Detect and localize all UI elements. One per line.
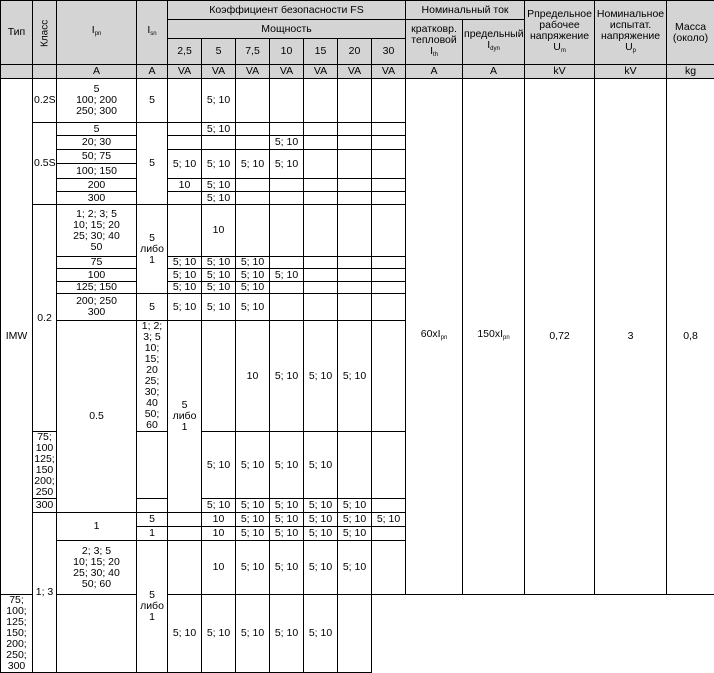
fs-cell: 10 bbox=[168, 179, 202, 192]
ith-value-subscript: pn bbox=[441, 335, 448, 341]
unit-cell: A bbox=[463, 65, 525, 79]
unit-cell: VA bbox=[338, 65, 372, 79]
fs-cell bbox=[338, 205, 372, 257]
idyn-value-subscript: pn bbox=[503, 335, 510, 341]
isn-cell: 5 либо 1 bbox=[137, 541, 168, 673]
fs-cell: 5; 10 bbox=[202, 294, 236, 321]
fs-cell: 5; 10 bbox=[168, 257, 202, 269]
fs-level-header: 10 bbox=[270, 39, 304, 65]
fs-cell bbox=[372, 269, 406, 282]
unit-cell: VA bbox=[202, 65, 236, 79]
unit-cell-blank bbox=[1, 65, 33, 79]
fs-level-header: 5 bbox=[202, 39, 236, 65]
fs-cell: 5; 10 bbox=[236, 499, 270, 513]
fs-cell bbox=[168, 527, 202, 541]
fs-cell bbox=[338, 595, 372, 673]
fs-cell bbox=[304, 294, 338, 321]
unit-cell: VA bbox=[304, 65, 338, 79]
fs-cell: 5; 10 bbox=[304, 321, 338, 432]
fs-cell bbox=[270, 79, 304, 123]
table-row bbox=[1, 595, 714, 673]
class-cell: 0.2S bbox=[33, 79, 57, 123]
fs-cell bbox=[304, 79, 338, 123]
fs-cell bbox=[270, 282, 304, 294]
fs-cell: 10 bbox=[202, 205, 236, 257]
fs-level-header: 30 bbox=[372, 39, 406, 65]
unit-cell: A bbox=[57, 65, 137, 79]
fs-cell bbox=[304, 205, 338, 257]
fs-cell: 5; 10 bbox=[202, 432, 236, 499]
ith-cell bbox=[406, 79, 463, 595]
fs-cell bbox=[338, 136, 372, 150]
fs-cell: 10 bbox=[202, 513, 236, 527]
fs-cell: 5; 10 bbox=[338, 527, 372, 541]
ipn-cell: 300 bbox=[57, 192, 137, 205]
idyn-cell bbox=[463, 79, 525, 595]
unit-cell-blank bbox=[33, 65, 57, 79]
fs-cell bbox=[304, 192, 338, 205]
fs-cell: 5; 10 bbox=[168, 294, 202, 321]
fs-cell bbox=[372, 79, 406, 123]
fs-cell bbox=[372, 136, 406, 150]
isn-cell: 5 либо 1 bbox=[137, 205, 168, 294]
fs-cell bbox=[236, 136, 270, 150]
ith-value: 60xI bbox=[421, 328, 441, 340]
fs-cell: 5; 10 bbox=[168, 595, 202, 673]
ipn-cell: 2; 3; 5 10; 15; 20 25; 30; 40 50; 60 bbox=[57, 541, 137, 595]
fs-cell bbox=[338, 269, 372, 282]
ipn-subscript: pn bbox=[95, 31, 102, 37]
header-row-1 bbox=[1, 1, 714, 20]
fs-level-header: 20 bbox=[338, 39, 372, 65]
ith-symbol: I bbox=[430, 45, 433, 57]
unit-cell: kg bbox=[667, 65, 714, 79]
fs-cell bbox=[372, 205, 406, 257]
um-cell: 0,72 bbox=[525, 79, 595, 595]
isn-cell: 5 либо 1 bbox=[168, 321, 202, 513]
fs-title-header: Коэффициент безопасности FS bbox=[168, 1, 406, 20]
fs-cell: 5; 10 bbox=[304, 595, 338, 673]
idyn-label: предельный bbox=[464, 28, 524, 40]
col-idyn-header bbox=[463, 20, 525, 65]
fs-cell: 5; 10 bbox=[202, 282, 236, 294]
units-row bbox=[1, 65, 714, 79]
fs-cell bbox=[372, 123, 406, 136]
ipn-cell: 5 bbox=[57, 123, 137, 136]
ipn-cell: 300 bbox=[33, 499, 57, 513]
fs-level-header: 15 bbox=[304, 39, 338, 65]
fs-cell bbox=[372, 192, 406, 205]
fs-cell: 5; 10 bbox=[338, 513, 372, 527]
unit-cell: VA bbox=[168, 65, 202, 79]
fs-cell bbox=[338, 79, 372, 123]
up-label: Номинальное испытат. напряжение bbox=[597, 8, 664, 42]
fs-cell bbox=[168, 192, 202, 205]
fs-cell bbox=[372, 282, 406, 294]
fs-cell bbox=[168, 541, 202, 595]
idyn-symbol: I bbox=[487, 39, 490, 51]
fs-cell: 5; 10 bbox=[202, 257, 236, 269]
fs-cell bbox=[304, 269, 338, 282]
fs-cell bbox=[168, 513, 202, 527]
fs-cell: 5; 10 bbox=[236, 282, 270, 294]
fs-cell bbox=[372, 499, 406, 513]
ipn-cell: 1; 2; 3; 5 10; 15; 20 25; 30; 40 50 bbox=[57, 205, 137, 257]
isn-cell: 5 bbox=[137, 123, 168, 205]
fs-cell: 5; 10 bbox=[236, 595, 270, 673]
fs-cell bbox=[338, 432, 372, 499]
fs-cell: 5; 10 bbox=[236, 432, 270, 499]
up-subscript: p bbox=[633, 48, 636, 54]
fs-cell bbox=[236, 179, 270, 192]
fs-cell bbox=[304, 123, 338, 136]
fs-cell bbox=[372, 432, 406, 499]
isn-symbol: I bbox=[147, 24, 150, 36]
ipn-cell: 200; 250 300 bbox=[57, 294, 137, 321]
fs-cell bbox=[338, 192, 372, 205]
ipn-cell: 75; 100; 125; 150; 200; 250; 300 bbox=[1, 595, 33, 673]
fs-cell: 5; 10 bbox=[304, 499, 338, 513]
fs-cell: 5; 10 bbox=[202, 595, 236, 673]
ipn-cell: 50; 75 bbox=[57, 150, 137, 164]
up-symbol: U bbox=[625, 41, 633, 53]
um-symbol: U bbox=[553, 41, 561, 53]
fs-cell bbox=[304, 179, 338, 192]
ipn-cell: 20; 30 bbox=[57, 136, 137, 150]
fs-cell: 5; 10 bbox=[372, 513, 406, 527]
ipn-cell: 125; 150 bbox=[57, 282, 137, 294]
fs-cell bbox=[372, 257, 406, 269]
fs-cell bbox=[304, 136, 338, 150]
fs-cell bbox=[270, 123, 304, 136]
fs-cell bbox=[270, 294, 304, 321]
fs-cell bbox=[338, 150, 372, 179]
unit-cell: A bbox=[137, 65, 168, 79]
fs-cell: 5; 10 bbox=[236, 269, 270, 282]
fs-cell: 5; 10 bbox=[168, 269, 202, 282]
fs-cell: 5; 10 bbox=[202, 192, 236, 205]
fs-cell: 10 bbox=[236, 321, 270, 432]
class-header-label: Класс bbox=[39, 19, 50, 46]
fs-cell bbox=[338, 282, 372, 294]
col-mass-header: Масса (около) bbox=[667, 1, 714, 65]
ipn-cell: 1 bbox=[57, 513, 137, 541]
ipn-cell: 200 bbox=[57, 179, 137, 192]
power-header: Мощность bbox=[168, 20, 406, 39]
fs-cell bbox=[372, 321, 406, 432]
fs-cell: 5; 10 bbox=[202, 499, 236, 513]
fs-cell bbox=[372, 150, 406, 179]
ipn-cell: 75 bbox=[57, 257, 137, 269]
ipn-symbol: I bbox=[92, 24, 95, 36]
fs-cell: 5; 10 bbox=[202, 123, 236, 136]
um-subscript: m bbox=[561, 48, 566, 54]
fs-cell: 5; 10 bbox=[236, 150, 270, 179]
fs-cell: 5; 10 bbox=[270, 499, 304, 513]
fs-cell bbox=[236, 192, 270, 205]
fs-cell: 5; 10 bbox=[304, 513, 338, 527]
nominal-current-header: Номинальный ток bbox=[406, 1, 525, 20]
unit-cell: kV bbox=[595, 65, 667, 79]
col-isn-header bbox=[137, 1, 168, 65]
type-cell: IMW bbox=[1, 79, 33, 595]
fs-cell: 5; 10 bbox=[270, 269, 304, 282]
fs-cell bbox=[304, 150, 338, 179]
fs-cell bbox=[270, 192, 304, 205]
fs-level-header: 7,5 bbox=[236, 39, 270, 65]
fs-cell: 5; 10 bbox=[304, 432, 338, 499]
fs-cell: 5; 10 bbox=[202, 269, 236, 282]
unit-cell: VA bbox=[236, 65, 270, 79]
col-type-header: Тип bbox=[1, 1, 33, 65]
ipn-cell: 100; 150 bbox=[57, 164, 137, 179]
col-up-header bbox=[595, 1, 667, 65]
unit-cell: VA bbox=[372, 65, 406, 79]
fs-cell: 5; 10 bbox=[270, 595, 304, 673]
fs-cell bbox=[202, 321, 236, 432]
unit-cell: kV bbox=[525, 65, 595, 79]
fs-cell bbox=[372, 541, 406, 595]
fs-cell: 5; 10 bbox=[338, 321, 372, 432]
fs-cell bbox=[168, 123, 202, 136]
fs-cell: 5; 10 bbox=[236, 294, 270, 321]
fs-cell bbox=[304, 257, 338, 269]
idyn-value: 150xI bbox=[477, 328, 503, 340]
fs-cell bbox=[270, 257, 304, 269]
fs-cell: 5; 10 bbox=[304, 527, 338, 541]
fs-cell: 5; 10 bbox=[270, 321, 304, 432]
ith-subscript: th bbox=[433, 52, 438, 58]
class-cell: 0.2 bbox=[33, 205, 57, 432]
fs-cell bbox=[338, 257, 372, 269]
col-ith-header bbox=[406, 20, 463, 65]
fs-cell: 5; 10 bbox=[270, 432, 304, 499]
class-cell: 0.5S bbox=[33, 123, 57, 205]
fs-cell bbox=[202, 136, 236, 150]
isn-cell: 5 bbox=[137, 294, 168, 321]
fs-cell bbox=[168, 136, 202, 150]
fs-cell bbox=[338, 179, 372, 192]
fs-cell bbox=[236, 79, 270, 123]
col-class-header bbox=[33, 1, 57, 65]
fs-cell: 10 bbox=[202, 527, 236, 541]
fs-cell bbox=[270, 205, 304, 257]
ipn-cell: 1; 2; 3; 5 10; 15; 20 25; 30; 40 50; 60 bbox=[137, 321, 168, 432]
table-row bbox=[1, 79, 714, 123]
fs-cell: 5; 10 bbox=[202, 79, 236, 123]
class-cell: 1; 3 bbox=[33, 513, 57, 673]
fs-cell: 5; 10 bbox=[168, 282, 202, 294]
fs-cell bbox=[372, 527, 406, 541]
ipn-cell: 75; 100 125; 150 200; 250 bbox=[33, 432, 57, 499]
col-um-header bbox=[525, 1, 595, 65]
fs-level-header: 2,5 bbox=[168, 39, 202, 65]
fs-cell: 5; 10 bbox=[236, 527, 270, 541]
fs-cell bbox=[137, 432, 168, 499]
fs-cell bbox=[372, 294, 406, 321]
um-label: Рпредельное рабочее напряжение bbox=[527, 8, 592, 42]
ith-label: кратковр. тепловой bbox=[411, 23, 457, 46]
fs-cell: 10 bbox=[202, 541, 236, 595]
fs-cell bbox=[338, 294, 372, 321]
fs-cell bbox=[168, 205, 202, 257]
fs-cell: 5; 10 bbox=[270, 527, 304, 541]
fs-cell: 5; 10 bbox=[338, 541, 372, 595]
class-cell: 0.5 bbox=[57, 321, 137, 513]
isn-cell: 5 bbox=[137, 79, 168, 123]
fs-cell: 5; 10 bbox=[202, 179, 236, 192]
fs-cell bbox=[372, 179, 406, 192]
fs-cell: 5; 10 bbox=[202, 150, 236, 179]
unit-cell: VA bbox=[270, 65, 304, 79]
fs-cell: 5; 10 bbox=[270, 541, 304, 595]
fs-cell bbox=[137, 499, 168, 513]
ipn-cell: 5 100; 200 250; 300 bbox=[57, 79, 137, 123]
up-cell: 3 bbox=[595, 79, 667, 595]
fs-cell: 5; 10 bbox=[168, 150, 202, 179]
ipn-cell: 100 bbox=[57, 269, 137, 282]
fs-cell: 5; 10 bbox=[236, 513, 270, 527]
fs-cell: 5; 10 bbox=[236, 257, 270, 269]
fs-cell bbox=[270, 179, 304, 192]
fs-cell: 5; 10 bbox=[236, 541, 270, 595]
fs-cell bbox=[168, 79, 202, 123]
isn-subscript: sn bbox=[150, 31, 156, 37]
isn-cell: 1 bbox=[137, 527, 168, 541]
unit-cell: A bbox=[406, 65, 463, 79]
fs-cell: 5; 10 bbox=[338, 499, 372, 513]
fs-cell bbox=[236, 123, 270, 136]
fs-cell: 5; 10 bbox=[304, 541, 338, 595]
col-ipn-header bbox=[57, 1, 137, 65]
fs-cell bbox=[57, 595, 137, 673]
fs-cell bbox=[236, 205, 270, 257]
idyn-subscript: dyn bbox=[490, 46, 500, 52]
mass-cell: 0,8 bbox=[667, 79, 714, 595]
fs-cell: 5; 10 bbox=[270, 513, 304, 527]
fs-cell bbox=[304, 282, 338, 294]
fs-cell: 5; 10 bbox=[270, 136, 304, 150]
fs-cell: 5; 10 bbox=[270, 150, 304, 179]
isn-cell: 5 bbox=[137, 513, 168, 527]
fs-cell bbox=[338, 123, 372, 136]
